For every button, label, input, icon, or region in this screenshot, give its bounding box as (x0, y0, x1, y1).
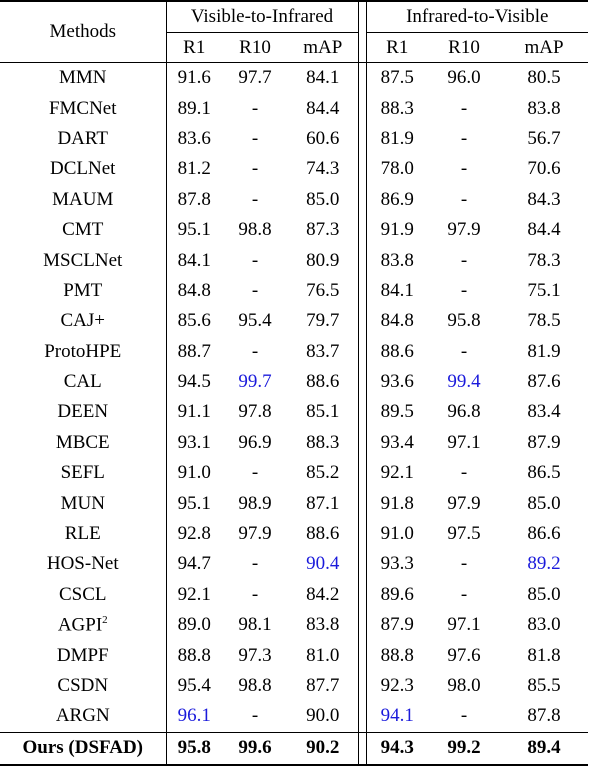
table-row (0, 306, 588, 336)
metric-cell: 84.1 (177, 249, 211, 271)
method-name (0, 458, 166, 488)
metric-cell: 93.3 (380, 553, 414, 575)
metric-cell: 96.1 (177, 705, 211, 727)
method-label: MAUM (52, 188, 114, 210)
metric-cell: - (460, 158, 468, 180)
metric-cell: 85.0 (527, 583, 561, 605)
metric-cell: 87.1 (306, 492, 340, 514)
method-superscript: 2 (102, 614, 108, 627)
double-rule (358, 124, 366, 154)
metric-cell: - (251, 188, 259, 210)
metric-cell: 86.9 (380, 188, 414, 210)
method-name (0, 276, 166, 306)
metric-cell: 94.1 (380, 705, 414, 727)
metric-cell: 81.8 (527, 644, 561, 666)
table-row (0, 549, 588, 579)
table-row (0, 701, 588, 732)
metric-cell: 97.5 (447, 523, 481, 545)
metric-cell: 84.1 (306, 67, 340, 89)
metric-cell: 92.1 (177, 583, 211, 605)
double-rule (358, 549, 366, 579)
metric-cell: 83.0 (527, 614, 561, 636)
metric-cell: - (460, 462, 468, 484)
metric-cell: 87.8 (177, 188, 211, 210)
metric-cell: 84.8 (380, 310, 414, 332)
method-label: DMPF (56, 644, 109, 666)
method-label: FMCNet (48, 97, 117, 119)
method-label: HOS-Net (46, 553, 119, 575)
double-rule (358, 154, 366, 184)
col-header-map-iv: mAP (500, 33, 588, 63)
metric-cell: 89.4 (500, 732, 588, 765)
metric-cell: 97.1 (447, 431, 481, 453)
metric-cell: 80.5 (527, 67, 561, 89)
metric-cell: 92.3 (380, 675, 414, 696)
metric-cell: 98.8 (238, 675, 272, 696)
metric-cell: - (460, 279, 468, 301)
metric-cell: 88.7 (177, 340, 211, 362)
table-row (0, 519, 588, 549)
metric-cell: 98.1 (238, 614, 272, 636)
metric-cell: - (460, 249, 468, 271)
metric-cell: 88.8 (380, 644, 414, 666)
double-rule (358, 306, 366, 336)
double-rule (358, 397, 366, 427)
table-row (0, 367, 588, 397)
method-name (0, 154, 166, 184)
metric-cell: 98.0 (447, 675, 481, 696)
metric-cell: 88.3 (306, 431, 340, 453)
double-rule (358, 519, 366, 549)
double-rule (358, 215, 366, 245)
method-label: Ours (DSFAD) (22, 737, 143, 759)
metric-cell: 78.0 (380, 158, 414, 180)
table-row (0, 154, 588, 184)
metric-cell: - (460, 340, 468, 362)
method-name (0, 580, 166, 610)
metric-cell: 87.7 (306, 675, 340, 696)
metric-cell: 92.1 (380, 462, 414, 484)
metric-cell: 87.8 (527, 705, 561, 727)
method-name (0, 549, 166, 579)
method-label: ProtoHPE (44, 340, 122, 362)
metric-cell: 98.8 (238, 219, 272, 241)
metric-cell: 60.6 (306, 127, 340, 149)
metric-cell: 96.0 (447, 67, 481, 89)
metric-cell: 91.8 (380, 492, 414, 514)
table-row (0, 124, 588, 154)
metric-cell: 76.5 (306, 279, 340, 301)
metric-cell: 75.1 (527, 279, 561, 301)
metric-cell: - (251, 705, 259, 727)
double-rule (358, 671, 366, 701)
col-header-r1-vi: R1 (166, 33, 222, 63)
metric-cell: - (251, 279, 259, 301)
method-name (0, 671, 166, 701)
double-rule (358, 93, 366, 123)
metric-cell: 93.1 (177, 431, 211, 453)
metric-cell: - (251, 462, 259, 484)
metric-cell: 89.5 (380, 401, 414, 423)
table-row (0, 488, 588, 518)
table-row (0, 458, 588, 488)
method-label: CAL (63, 371, 102, 393)
method-label: MBCE (55, 431, 110, 453)
metric-cell: - (460, 127, 468, 149)
metric-cell: - (251, 553, 259, 575)
metric-cell: 56.7 (527, 127, 561, 149)
col-header-r1-iv: R1 (366, 33, 428, 63)
double-rule (358, 428, 366, 458)
double-rule (358, 610, 366, 640)
double-rule (358, 1, 366, 63)
metric-cell: 90.2 (288, 732, 358, 765)
metric-cell: 88.8 (177, 644, 211, 666)
metric-cell: 95.8 (447, 310, 481, 332)
double-rule (358, 580, 366, 610)
metric-cell: 87.5 (380, 67, 414, 89)
metric-cell: 95.8 (166, 732, 222, 765)
double-rule (358, 701, 366, 732)
metric-cell: - (251, 340, 259, 362)
metric-cell: 85.5 (527, 675, 561, 696)
method-label: RLE (64, 523, 101, 545)
metric-cell: 81.9 (527, 340, 561, 362)
metric-cell: 84.3 (527, 188, 561, 210)
method-label: CMT (62, 219, 104, 241)
double-rule (358, 488, 366, 518)
metric-cell: 84.4 (527, 219, 561, 241)
metric-cell: 94.5 (177, 371, 211, 393)
metric-cell: 97.7 (238, 67, 272, 89)
method-label: AGPI (57, 614, 103, 636)
method-name (0, 610, 166, 640)
method-name (0, 63, 166, 94)
metric-cell: 89.6 (380, 583, 414, 605)
double-rule (358, 63, 366, 94)
metric-cell: 95.1 (177, 219, 211, 241)
table-row (0, 63, 588, 94)
table-row (0, 215, 588, 245)
method-name (0, 185, 166, 215)
table-row (0, 428, 588, 458)
double-rule (358, 458, 366, 488)
metric-cell: 97.6 (447, 644, 481, 666)
metric-cell: - (460, 188, 468, 210)
metric-cell: 84.8 (177, 279, 211, 301)
metric-cell: 92.8 (177, 523, 211, 545)
metric-cell: 89.2 (527, 553, 561, 575)
methods-header: Methods (0, 1, 166, 63)
table-row (0, 397, 588, 427)
method-name (0, 640, 166, 670)
metric-cell: 81.9 (380, 127, 414, 149)
method-name (0, 428, 166, 458)
metric-cell: 78.3 (527, 249, 561, 271)
metric-cell: 87.6 (527, 371, 561, 393)
metric-cell: 91.0 (177, 462, 211, 484)
metric-cell: 95.4 (177, 675, 211, 696)
method-label: MSCLNet (43, 249, 123, 271)
table-row (0, 245, 588, 275)
method-name (0, 215, 166, 245)
method-label: CAJ+ (60, 310, 105, 332)
method-name (0, 306, 166, 336)
double-rule (358, 276, 366, 306)
metric-cell: - (251, 97, 259, 119)
metric-cell: 93.6 (380, 371, 414, 393)
metric-cell: 97.1 (447, 614, 481, 636)
metric-cell: 83.4 (527, 401, 561, 423)
metric-cell: 83.7 (306, 340, 340, 362)
group-header-visible-to-infrared: Visible-to-Infrared (166, 1, 358, 33)
metric-cell: 93.4 (380, 431, 414, 453)
metric-cell: 95.1 (177, 492, 211, 514)
metric-cell: 84.2 (306, 583, 340, 605)
method-label: ARGN (55, 705, 110, 727)
metric-cell: 79.7 (306, 310, 340, 332)
metric-cell: 87.3 (306, 219, 340, 241)
metric-cell: 89.1 (177, 97, 211, 119)
method-name (0, 93, 166, 123)
metric-cell: 99.4 (447, 371, 481, 393)
col-header-map-vi: mAP (288, 33, 358, 63)
method-label: CSDN (57, 675, 109, 696)
metric-cell: 91.0 (380, 523, 414, 545)
table-row (0, 640, 588, 670)
method-label: SEFL (60, 462, 105, 484)
metric-cell: 85.1 (306, 401, 340, 423)
metric-cell: 97.8 (238, 401, 272, 423)
metric-cell: 84.1 (380, 279, 414, 301)
metric-cell: 95.4 (238, 310, 272, 332)
method-name (0, 397, 166, 427)
metric-cell: 83.8 (527, 97, 561, 119)
group-header-infrared-to-visible: Infrared-to-Visible (366, 1, 588, 33)
metric-cell: 83.8 (306, 614, 340, 636)
method-label: MMN (58, 67, 107, 89)
metric-cell: 91.1 (177, 401, 211, 423)
table-row (0, 337, 588, 367)
metric-cell: 81.2 (177, 158, 211, 180)
table-row (0, 732, 588, 765)
method-label: CSCL (58, 583, 107, 605)
metric-cell: - (460, 553, 468, 575)
method-label: DART (57, 127, 109, 149)
metric-cell: 80.9 (306, 249, 340, 271)
table-row (0, 93, 588, 123)
metric-cell: 88.6 (380, 340, 414, 362)
double-rule (358, 640, 366, 670)
method-name (0, 488, 166, 518)
metric-cell: 96.8 (447, 401, 481, 423)
metric-cell: 83.6 (177, 127, 211, 149)
double-rule (358, 185, 366, 215)
metric-cell: 78.5 (527, 310, 561, 332)
table-row (0, 580, 588, 610)
table-row (0, 185, 588, 215)
metric-cell: 85.6 (177, 310, 211, 332)
metric-cell: 94.3 (366, 732, 428, 765)
method-name (0, 337, 166, 367)
metric-cell: 89.0 (177, 614, 211, 636)
metric-cell: 88.3 (380, 97, 414, 119)
metric-cell: 98.9 (238, 492, 272, 514)
method-name (0, 367, 166, 397)
method-label: PMT (63, 279, 103, 301)
metric-cell: 97.3 (238, 644, 272, 666)
table-row (0, 671, 588, 701)
metric-cell: - (251, 158, 259, 180)
metric-cell: 90.0 (306, 705, 340, 727)
method-name (0, 519, 166, 549)
metric-cell: - (460, 97, 468, 119)
metric-cell: 70.6 (527, 158, 561, 180)
col-header-r10-iv: R10 (428, 33, 500, 63)
double-rule (358, 245, 366, 275)
metric-cell: - (251, 249, 259, 271)
metric-cell: 87.9 (527, 431, 561, 453)
table-row (0, 276, 588, 306)
metric-cell: - (460, 583, 468, 605)
method-name (0, 732, 166, 765)
table-body (0, 63, 588, 765)
metric-cell: 85.0 (527, 492, 561, 514)
metric-cell: 96.9 (238, 431, 272, 453)
metric-cell: 84.4 (306, 97, 340, 119)
metric-cell: 97.9 (447, 492, 481, 514)
metric-cell: - (251, 127, 259, 149)
double-rule (358, 732, 366, 765)
metric-cell: 94.7 (177, 553, 211, 575)
metric-cell: 91.9 (380, 219, 414, 241)
metric-cell: 86.5 (527, 462, 561, 484)
metric-cell: 90.4 (306, 553, 340, 575)
metric-cell: 99.7 (238, 371, 272, 393)
metric-cell: 85.0 (306, 188, 340, 210)
metric-cell: 91.6 (177, 67, 211, 89)
method-label: MUN (60, 492, 105, 514)
metric-cell: 81.0 (306, 644, 340, 666)
table-row (0, 610, 588, 640)
method-name (0, 245, 166, 275)
metric-cell: 99.2 (428, 732, 500, 765)
double-rule (358, 337, 366, 367)
method-label: DEEN (57, 401, 109, 423)
metric-cell: 86.6 (527, 523, 561, 545)
double-rule (358, 367, 366, 397)
col-header-r10-vi: R10 (222, 33, 288, 63)
metric-cell: 85.2 (306, 462, 340, 484)
metric-cell: 88.6 (306, 523, 340, 545)
metric-cell: 97.9 (447, 219, 481, 241)
metric-cell: 88.6 (306, 371, 340, 393)
metric-cell: 99.6 (222, 732, 288, 765)
method-label: DCLNet (50, 158, 116, 180)
metric-cell: 87.9 (380, 614, 414, 636)
metric-cell: - (251, 583, 259, 605)
metric-cell: 83.8 (380, 249, 414, 271)
metric-cell: 74.3 (306, 158, 340, 180)
method-name (0, 124, 166, 154)
metric-cell: - (460, 705, 468, 727)
metric-cell: 97.9 (238, 523, 272, 545)
method-name (0, 701, 166, 732)
